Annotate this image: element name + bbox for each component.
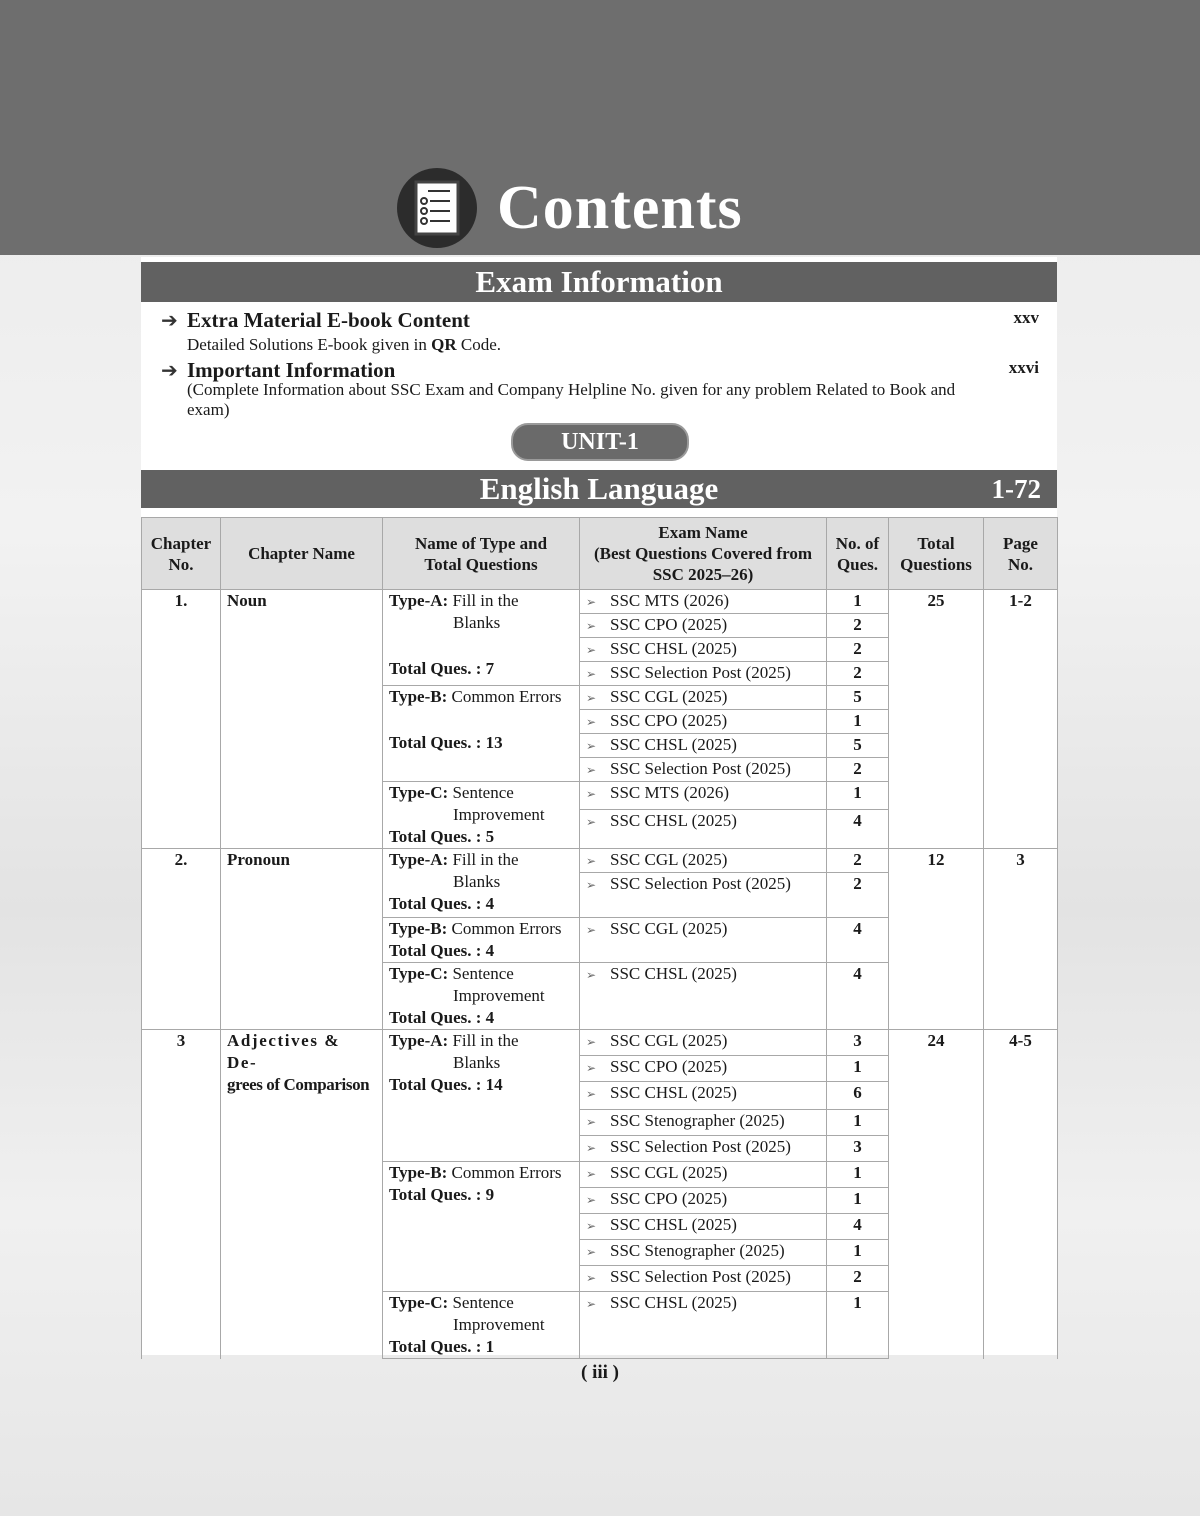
no-of-ques: 4: [827, 810, 889, 849]
no-of-ques: 1: [827, 1056, 889, 1082]
entry-page: xxvi: [1008, 358, 1039, 377]
contents-panel: [141, 257, 1057, 1355]
chapter-total-questions: 25: [889, 590, 984, 849]
no-of-ques: 1: [827, 590, 889, 614]
type-cell: [383, 1030, 580, 1162]
no-of-ques: 6: [827, 1082, 889, 1110]
type-name-cont: Blanks: [453, 613, 501, 632]
chevron-right-icon: ➢: [586, 667, 597, 681]
no-of-ques: 2: [827, 758, 889, 782]
chevron-right-icon: ➢: [586, 643, 597, 657]
exam-name: ➢ SSC CGL (2025): [580, 918, 827, 963]
type-cell: [383, 782, 580, 849]
chevron-right-icon: ➢: [586, 1087, 597, 1101]
exam-name: ➢ SSC CPO (2025): [580, 1056, 827, 1082]
no-of-ques: 2: [827, 638, 889, 662]
type-name-cont: Improvement: [453, 1315, 545, 1334]
no-of-ques: 1: [827, 710, 889, 734]
page-title: Contents: [497, 173, 743, 242]
no-of-ques: 1: [827, 1162, 889, 1188]
exam-name: ➢ SSC CHSL (2025): [580, 734, 827, 758]
contents-list-icon: [397, 168, 477, 248]
col-header-no-of-ques: No. of Ques.: [827, 518, 889, 590]
type-name: Sentence: [452, 1293, 514, 1312]
chevron-right-icon: ➢: [586, 1141, 597, 1155]
exam-info-band: [141, 262, 1057, 302]
no-of-ques: 1: [827, 1240, 889, 1266]
col-header-chapter-name: Chapter Name: [221, 518, 383, 590]
col-header-type: Name of Type and Total Questions: [383, 518, 580, 590]
type-name-cont: Improvement: [453, 805, 545, 824]
type-total: Total Ques. : 9: [389, 1185, 495, 1204]
type-total: Total Ques. : 7: [389, 659, 495, 678]
no-of-ques: 2: [827, 1266, 889, 1292]
exam-name: ➢ SSC Selection Post (2025): [580, 1136, 827, 1162]
arrow-right-icon: ➔: [161, 358, 178, 382]
type-total: Total Ques. : 4: [389, 941, 495, 960]
chevron-right-icon: ➢: [586, 1271, 597, 1285]
type-name: Common Errors: [451, 919, 562, 938]
exam-name: ➢ SSC Stenographer (2025): [580, 1110, 827, 1136]
type-total: Total Ques. : 14: [389, 1075, 503, 1094]
section-page-range: 1-72: [991, 474, 1041, 504]
chevron-right-icon: ➢: [586, 854, 597, 868]
chevron-right-icon: ➢: [586, 1115, 597, 1129]
type-cell: [383, 590, 580, 686]
no-of-ques: 1: [827, 1292, 889, 1359]
chapter-name: Adjectives & De- grees of Comparison: [221, 1030, 383, 1359]
type-name: Fill in the: [452, 850, 519, 869]
chapter-total-questions: 24: [889, 1030, 984, 1359]
exam-name: ➢ SSC CPO (2025): [580, 614, 827, 638]
exam-name: ➢ SSC CHSL (2025): [580, 1214, 827, 1240]
type-name: Fill in the: [452, 591, 519, 610]
chevron-right-icon: ➢: [586, 1245, 597, 1259]
type-cell: [383, 849, 580, 918]
table-row: [142, 590, 1058, 614]
type-cell: [383, 918, 580, 963]
type-label: Type-B:: [389, 1163, 448, 1182]
exam-name: ➢ SSC MTS (2026): [580, 590, 827, 614]
no-of-ques: 3: [827, 1136, 889, 1162]
exam-name: ➢ SSC Selection Post (2025): [580, 662, 827, 686]
type-total: Total Ques. : 13: [389, 733, 503, 752]
exam-name: ➢ SSC MTS (2026): [580, 782, 827, 810]
table-row: [142, 849, 1058, 873]
toc-entry-extra-material[interactable]: [161, 308, 1051, 356]
chevron-right-icon: ➢: [586, 923, 597, 937]
type-label: Type-C:: [389, 1293, 449, 1312]
no-of-ques: 5: [827, 734, 889, 758]
no-of-ques: 4: [827, 918, 889, 963]
type-name-cont: Improvement: [453, 986, 545, 1005]
chapter-page-no: 4-5: [984, 1030, 1058, 1359]
chevron-right-icon: ➢: [586, 763, 597, 777]
type-name: Fill in the: [452, 1031, 519, 1050]
chapter-page-no: 1-2: [984, 590, 1058, 849]
exam-name: ➢ SSC CHSL (2025): [580, 1292, 827, 1359]
no-of-ques: 2: [827, 662, 889, 686]
no-of-ques: 2: [827, 873, 889, 918]
exam-name: ➢ SSC CGL (2025): [580, 849, 827, 873]
table-body: [142, 590, 1058, 1359]
arrow-right-icon: ➔: [161, 308, 178, 332]
type-label: Type-B:: [389, 687, 448, 706]
chevron-right-icon: ➢: [586, 1061, 597, 1075]
type-label: Type-C:: [389, 964, 449, 983]
chevron-right-icon: ➢: [586, 1297, 597, 1311]
no-of-ques: 2: [827, 614, 889, 638]
chapter-no: 1.: [142, 590, 221, 849]
no-of-ques: 4: [827, 963, 889, 1030]
type-name: Sentence: [452, 783, 514, 802]
type-name-cont: Blanks: [453, 872, 501, 891]
exam-name: ➢ SSC CHSL (2025): [580, 638, 827, 662]
no-of-ques: 3: [827, 1030, 889, 1056]
entry-title: Extra Material E-book Content: [187, 308, 470, 332]
contents-table: [141, 517, 1058, 1359]
chevron-right-icon: ➢: [586, 715, 597, 729]
type-name: Common Errors: [451, 1163, 562, 1182]
chapter-name: Pronoun: [221, 849, 383, 1030]
chevron-right-icon: ➢: [586, 691, 597, 705]
type-label: Type-C:: [389, 783, 449, 802]
col-header-exam-name: Exam Name (Best Questions Covered from SSC 2025–26): [580, 518, 827, 590]
exam-name: ➢ SSC CGL (2025): [580, 686, 827, 710]
table-header-row: [142, 518, 1058, 590]
chevron-right-icon: ➢: [586, 878, 597, 892]
no-of-ques: 1: [827, 1188, 889, 1214]
type-label: Type-A:: [389, 1031, 449, 1050]
exam-name: ➢ SSC CHSL (2025): [580, 1082, 827, 1110]
page-header: [397, 168, 743, 248]
chapter-no: 3: [142, 1030, 221, 1359]
section-title: English Language: [479, 471, 719, 506]
type-cell: [383, 1292, 580, 1359]
entry-description: Detailed Solutions E-book given in QR Code.: [187, 335, 501, 354]
chevron-right-icon: ➢: [586, 739, 597, 753]
chapter-total-questions: 12: [889, 849, 984, 1030]
unit-badge: UNIT-1: [511, 423, 689, 461]
type-name: Common Errors: [451, 687, 562, 706]
exam-name: ➢ SSC CGL (2025): [580, 1030, 827, 1056]
entry-title: Important Information: [187, 358, 396, 382]
exam-name: ➢ SSC CHSL (2025): [580, 963, 827, 1030]
entry-page: xxv: [1013, 308, 1039, 327]
chevron-right-icon: ➢: [586, 787, 597, 801]
type-total: Total Ques. : 4: [389, 1008, 495, 1027]
col-header-page-no: Page No.: [984, 518, 1058, 590]
exam-name: ➢ SSC Selection Post (2025): [580, 1266, 827, 1292]
type-total: Total Ques. : 1: [389, 1337, 495, 1356]
chapter-page-no: 3: [984, 849, 1058, 1030]
exam-name: ➢ SSC CHSL (2025): [580, 810, 827, 849]
exam-name: ➢ SSC Selection Post (2025): [580, 758, 827, 782]
chevron-right-icon: ➢: [586, 968, 597, 982]
chevron-right-icon: ➢: [586, 1193, 597, 1207]
col-header-total-questions: Total Questions: [889, 518, 984, 590]
no-of-ques: 4: [827, 1214, 889, 1240]
type-cell: [383, 963, 580, 1030]
section-band: [141, 470, 1057, 508]
exam-name: ➢ SSC CPO (2025): [580, 710, 827, 734]
entry-description: (Complete Information about SSC Exam and Company Helpline No. given for any problem Related to Book and exam): [187, 380, 956, 419]
exam-name: ➢ SSC Selection Post (2025): [580, 873, 827, 918]
chevron-right-icon: ➢: [586, 1035, 597, 1049]
no-of-ques: 1: [827, 1110, 889, 1136]
type-label: Type-A:: [389, 850, 449, 869]
type-name-cont: Blanks: [453, 1053, 501, 1072]
col-header-chapter-no: Chapter No.: [142, 518, 221, 590]
type-name: Sentence: [452, 964, 514, 983]
chevron-right-icon: ➢: [586, 815, 597, 830]
exam-name: ➢ SSC Stenographer (2025): [580, 1240, 827, 1266]
type-total: Total Ques. : 5: [389, 827, 495, 846]
page-number: ( iii ): [581, 1362, 619, 1383]
chevron-right-icon: ➢: [586, 1167, 597, 1181]
exam-info-heading: Exam Information: [475, 264, 723, 299]
type-label: Type-A:: [389, 591, 449, 610]
type-total: Total Ques. : 4: [389, 894, 495, 913]
chapter-name: Noun: [221, 590, 383, 849]
chevron-right-icon: ➢: [586, 1219, 597, 1233]
no-of-ques: 5: [827, 686, 889, 710]
chapter-no: 2.: [142, 849, 221, 1030]
toc-entry-important-info[interactable]: [161, 358, 1051, 420]
no-of-ques: 1: [827, 782, 889, 810]
chevron-right-icon: ➢: [586, 595, 597, 609]
exam-name: ➢ SSC CPO (2025): [580, 1188, 827, 1214]
table-row: [142, 1030, 1058, 1056]
type-cell: [383, 1162, 580, 1292]
exam-name: ➢ SSC CGL (2025): [580, 1162, 827, 1188]
type-label: Type-B:: [389, 919, 448, 938]
type-cell: [383, 686, 580, 782]
chevron-right-icon: ➢: [586, 619, 597, 633]
no-of-ques: 2: [827, 849, 889, 873]
